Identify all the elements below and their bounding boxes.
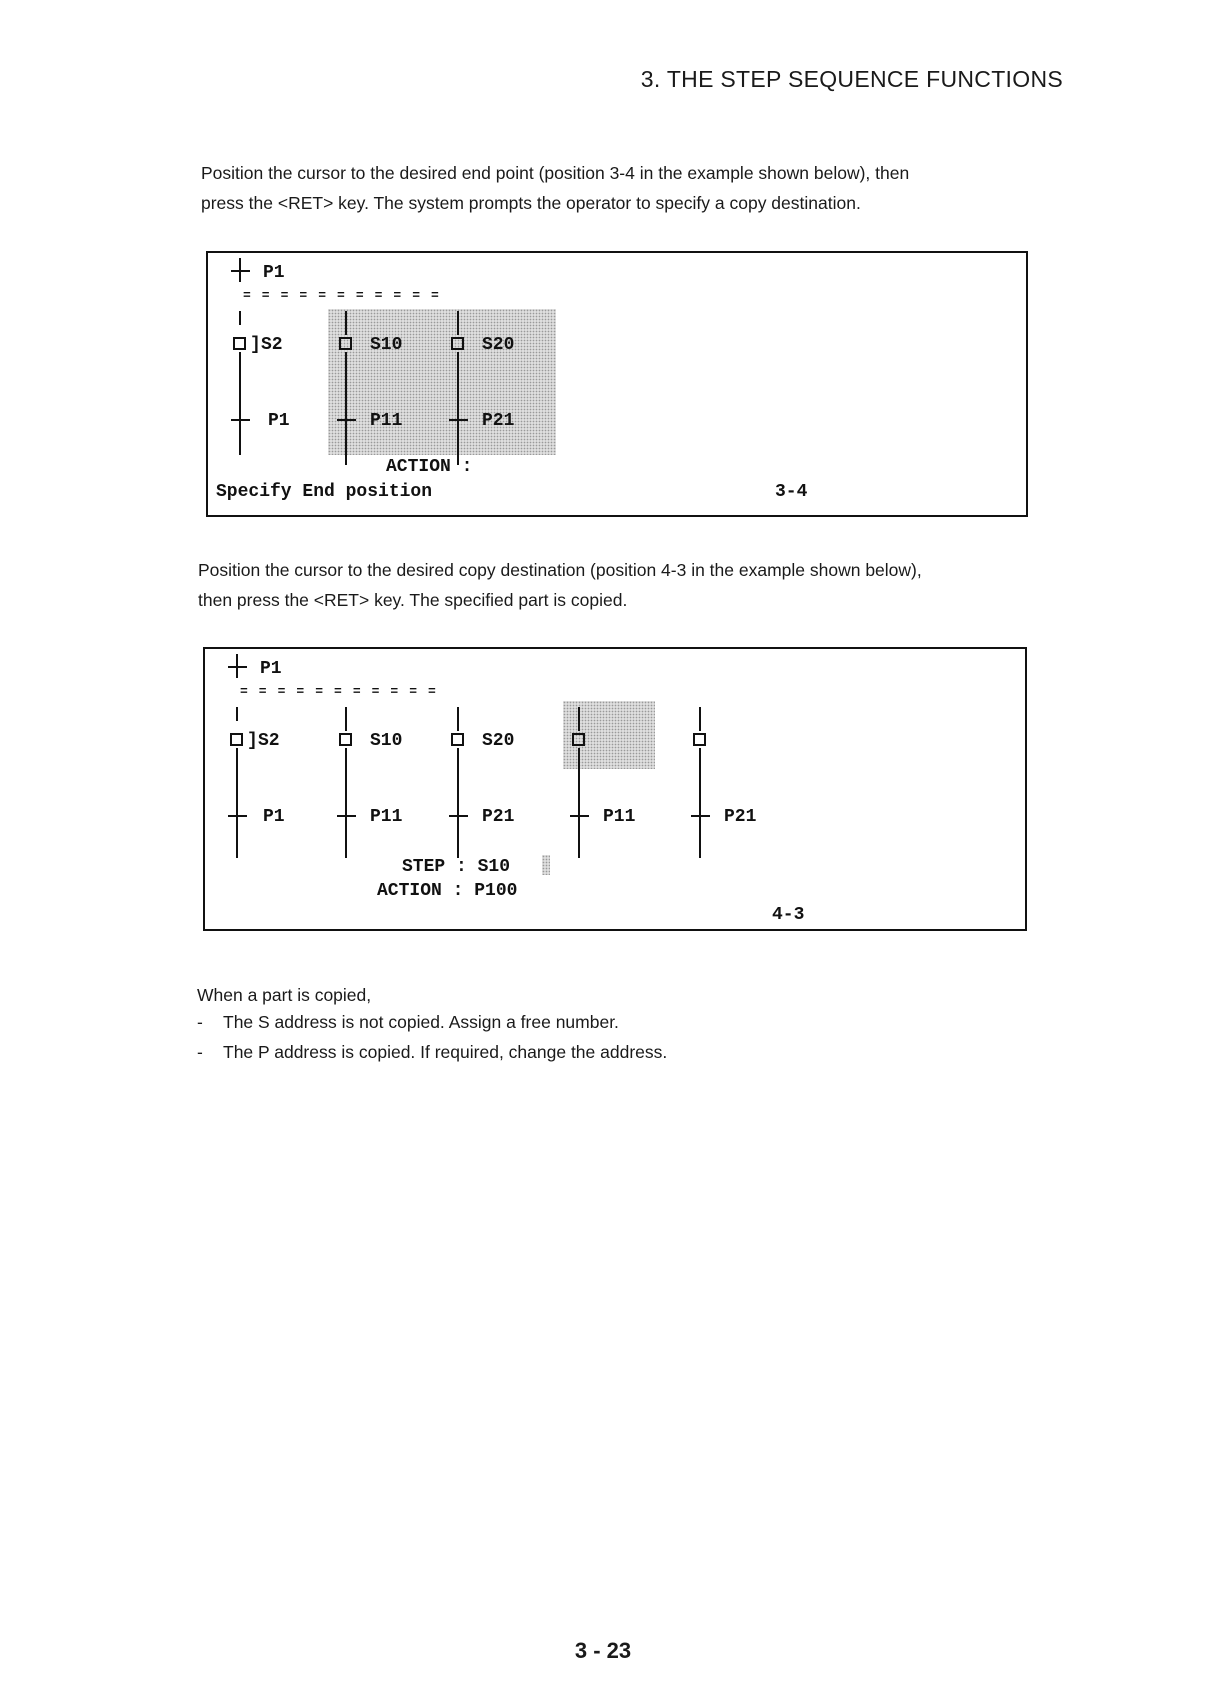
list-item: [197, 1037, 667, 1067]
cursor-position: 3-4: [775, 482, 808, 502]
step-box-icon: [233, 337, 246, 350]
step-box-icon: [451, 733, 464, 746]
transition-label: P1: [268, 411, 290, 431]
step-box-icon: [572, 733, 585, 746]
selection-highlight: [328, 309, 556, 455]
list-item-text: The P address is copied. If required, change the address.: [223, 1042, 668, 1062]
transition-label: P21: [724, 807, 757, 827]
notes-list: [197, 1007, 667, 1067]
screen-1: [206, 251, 1028, 517]
bullet-dash: -: [197, 1042, 203, 1062]
transition-label: P11: [370, 411, 403, 431]
step-info: STEP : S10: [402, 857, 511, 877]
screen-2: [203, 647, 1027, 931]
transition-label: P1: [263, 807, 285, 827]
notes-intro: When a part is copied,: [197, 985, 372, 1005]
page-number: 3 - 23: [574, 1638, 632, 1663]
paragraph-1-line-2: press the <RET> key. The system prompts the operator to specify a copy destination.: [201, 193, 861, 213]
step-box-icon: [693, 733, 706, 746]
step-label: S20: [482, 335, 515, 355]
paragraph-2: [198, 555, 1088, 615]
list-item-text: The S address is not copied. Assign a free number.: [223, 1012, 619, 1032]
bullet-dash: -: [197, 1012, 203, 1032]
step-label: ]: [250, 335, 261, 355]
step-label: S20: [482, 731, 515, 751]
branch-divider: = = = = = = = = = = =: [240, 684, 438, 699]
top-transition-label: P1: [263, 263, 285, 283]
step-label: S2: [258, 731, 280, 751]
cursor-highlight: [542, 855, 550, 875]
list-item: [197, 1007, 667, 1037]
step-label: S10: [370, 731, 403, 751]
transition-label: P21: [482, 807, 515, 827]
transition-label: P21: [482, 411, 515, 431]
transition-label: P11: [370, 807, 403, 827]
transition-label: P11: [603, 807, 636, 827]
step-box-icon: [339, 337, 352, 350]
action-label: ACTION :: [386, 457, 473, 477]
step-box-icon: [451, 337, 464, 350]
section-title: 3. THE STEP SEQUENCE FUNCTIONS: [640, 66, 1063, 92]
cursor-position: 4-3: [772, 905, 805, 925]
paragraph-1-line-1: Position the cursor to the desired end point (position 3-4 in the example shown below), then: [201, 163, 910, 183]
paragraph-1: [201, 158, 1081, 218]
step-label: S2: [261, 335, 283, 355]
action-info: ACTION : P100: [377, 881, 518, 901]
step-box-icon: [339, 733, 352, 746]
top-transition-label: P1: [260, 659, 282, 679]
prompt-text: Specify End position: [216, 482, 433, 502]
branch-divider: = = = = = = = = = = =: [243, 288, 441, 303]
step-label: ]: [247, 731, 258, 751]
paragraph-2-line-1: Position the cursor to the desired copy destination (position 4-3 in the example shown below),: [198, 560, 922, 580]
step-box-icon: [230, 733, 243, 746]
paragraph-2-line-2: then press the <RET> key. The specified part is copied.: [198, 590, 628, 610]
step-label: S10: [370, 335, 403, 355]
